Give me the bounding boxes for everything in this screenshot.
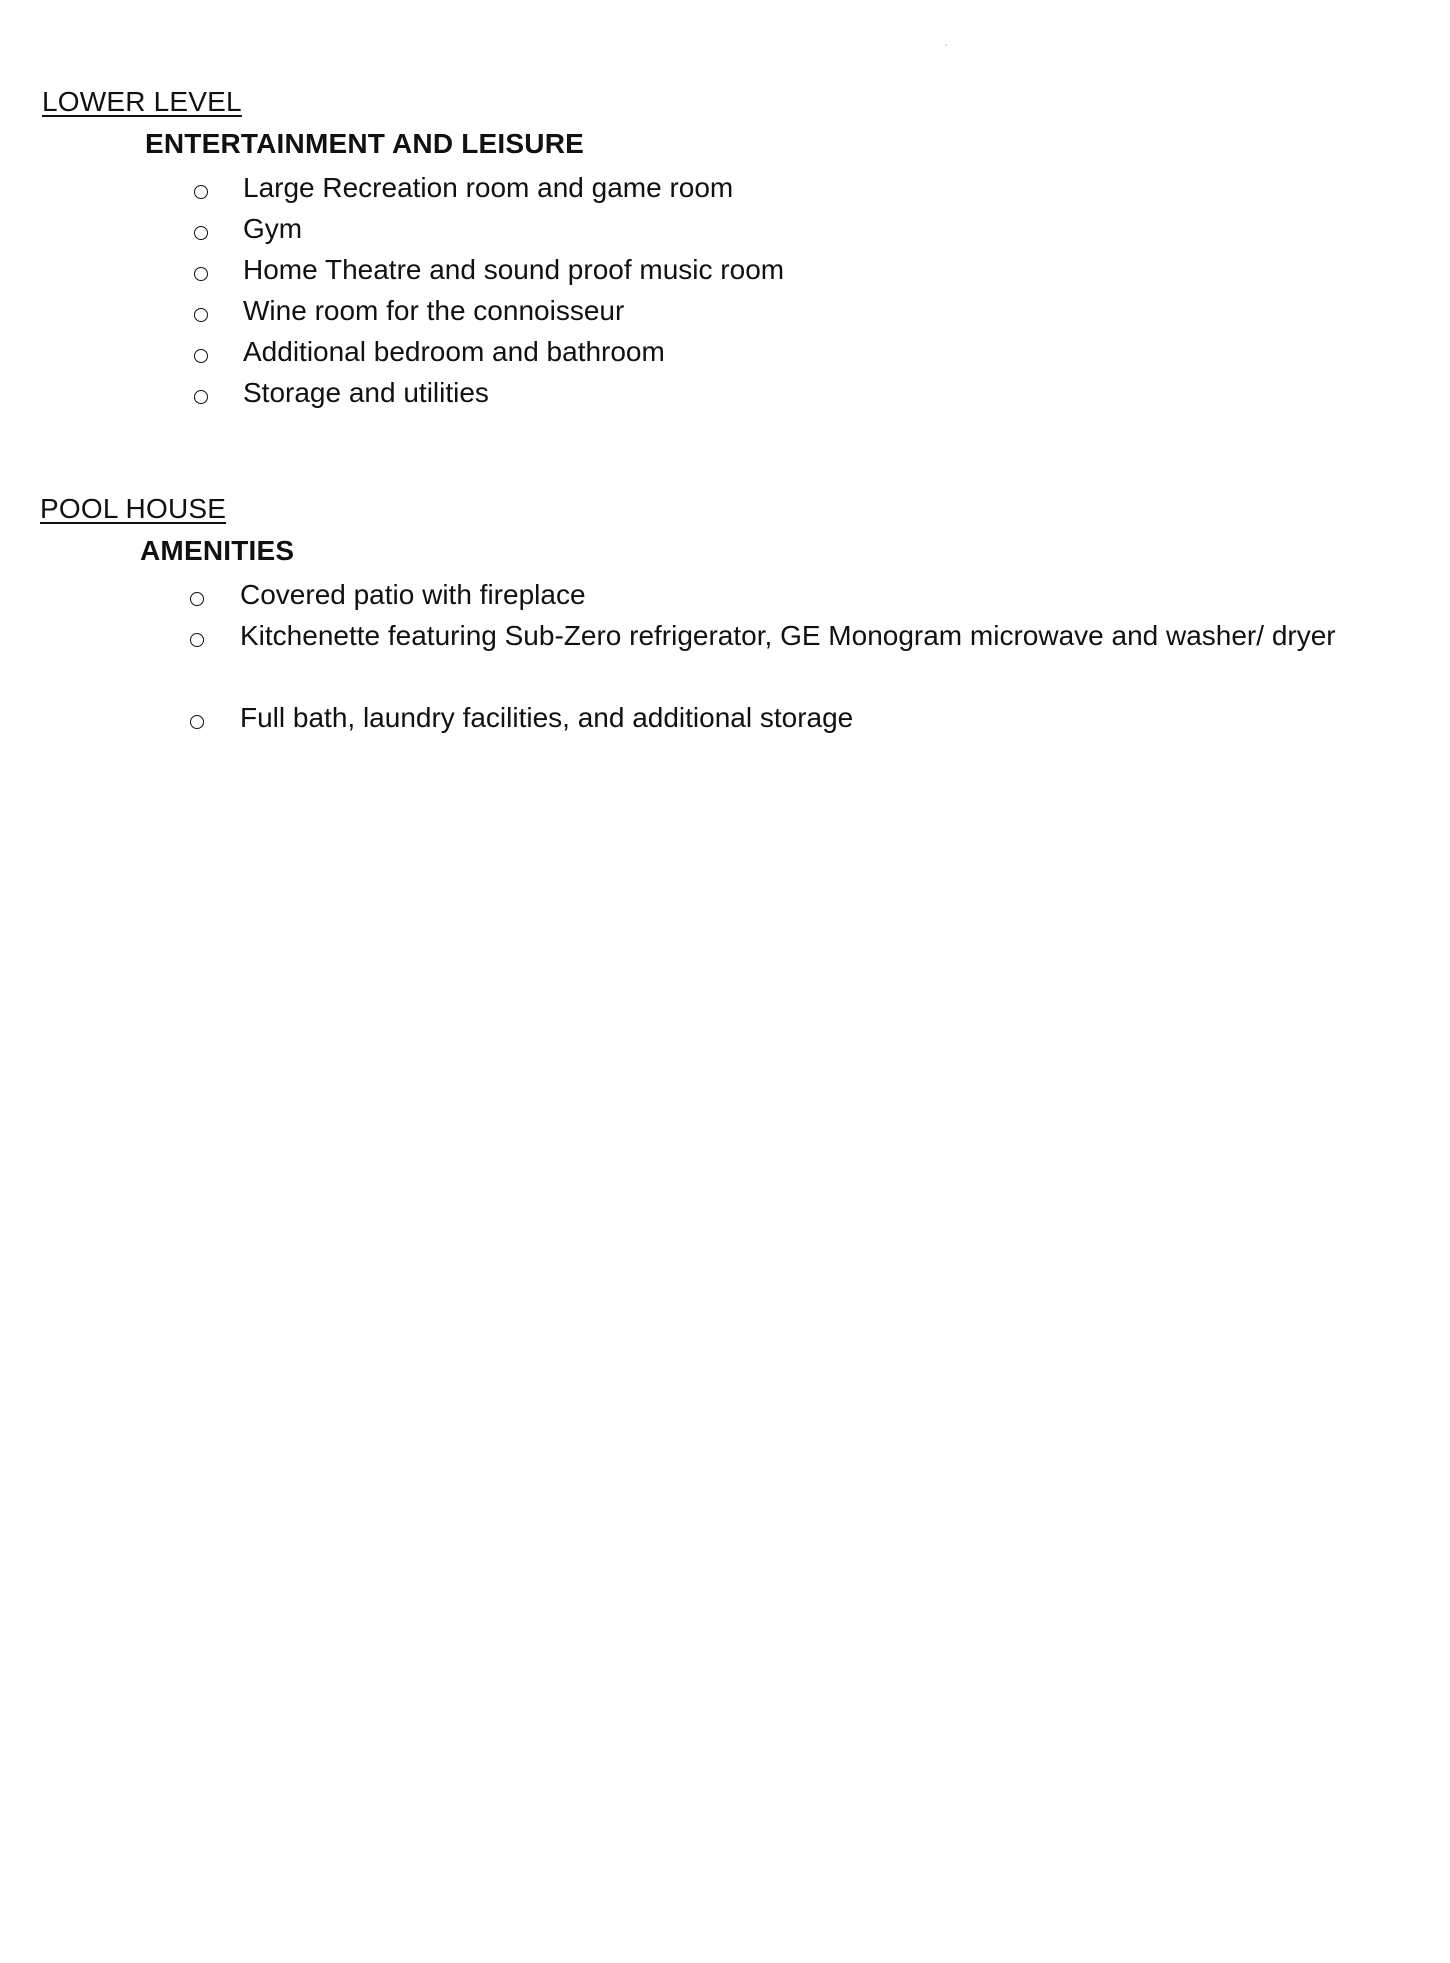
- list-item: [0, 170, 1450, 211]
- hollow-circle-bullet-icon: [194, 308, 208, 322]
- section-subheading: AMENITIES: [140, 535, 295, 566]
- list-item: [0, 577, 1450, 618]
- list-item-text: Large Recreation room and game room: [243, 172, 734, 203]
- hollow-circle-bullet-icon: [194, 226, 208, 240]
- hollow-circle-bullet-icon: [194, 185, 208, 199]
- list-item-text: Covered patio with fireplace: [240, 579, 586, 610]
- feature-list: [0, 577, 1450, 741]
- list-item-text: Full bath, laundry facilities, and additional storage: [240, 702, 854, 733]
- list-item: [0, 334, 1450, 375]
- hollow-circle-bullet-icon: [190, 715, 204, 729]
- hollow-circle-bullet-icon: [194, 349, 208, 363]
- list-item-text: Home Theatre and sound proof music room: [243, 254, 785, 285]
- feature-list: [0, 170, 1450, 416]
- hollow-circle-bullet-icon: [194, 390, 208, 404]
- hollow-circle-bullet-icon: [190, 592, 204, 606]
- list-item: [0, 252, 1450, 293]
- list-item: [0, 618, 1450, 700]
- list-item-text: Additional bedroom and bathroom: [243, 336, 665, 367]
- scan-speck: [945, 44, 947, 46]
- hollow-circle-bullet-icon: [194, 267, 208, 281]
- list-item: [0, 293, 1450, 334]
- list-item: [0, 211, 1450, 252]
- list-item: [0, 700, 1450, 741]
- list-item-text: Kitchenette featuring Sub-Zero refrigerator, GE Monogram microwave and washer/ dryer: [240, 620, 1336, 651]
- list-item-text: Wine room for the connoisseur: [243, 295, 625, 326]
- section-heading: POOL HOUSE: [40, 493, 227, 524]
- list-item-text: Storage and utilities: [243, 377, 489, 408]
- list-item: [0, 375, 1450, 416]
- section-heading: LOWER LEVEL: [42, 86, 242, 117]
- list-item-text: Gym: [243, 213, 303, 244]
- section-subheading: ENTERTAINMENT AND LEISURE: [145, 128, 584, 159]
- hollow-circle-bullet-icon: [190, 633, 204, 647]
